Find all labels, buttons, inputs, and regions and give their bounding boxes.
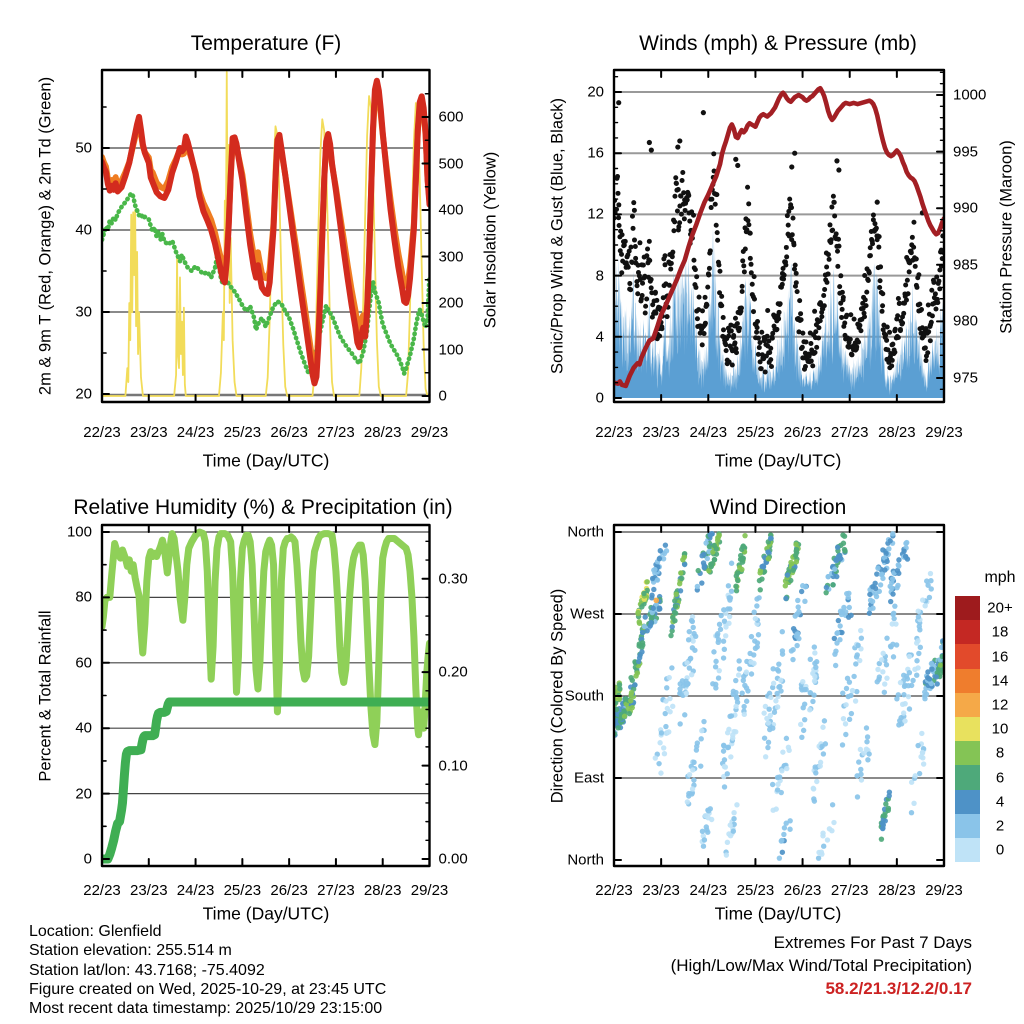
pressure-right-ylabel: Station Pressure (Maroon) <box>997 140 1016 334</box>
direction-ytick-label: North <box>567 851 604 869</box>
pressure-ytick-label: 980 <box>953 312 979 330</box>
direction-xaxis-label: Time (Day/UTC) <box>714 903 842 924</box>
colorbar-label: 18 <box>991 623 1009 641</box>
colorbar-label: 0 <box>995 841 1005 859</box>
direction-xtick-label: 22/23 <box>595 882 633 899</box>
station-latlon: Station lat/lon: 43.7168; -75.4092 <box>29 961 265 979</box>
humidity-xtick-label: 26/23 <box>270 882 308 899</box>
pressure-ytick-label: 990 <box>953 199 979 217</box>
wind-ytick-label: 12 <box>587 205 604 223</box>
humidity-xtick-label: 24/23 <box>176 882 215 899</box>
colorbar-swatch <box>955 838 980 862</box>
percent-ytick-label: 80 <box>75 588 92 606</box>
rain-ytick-label: 0.20 <box>438 663 468 681</box>
colorbar-swatch <box>955 693 980 717</box>
colorbar-label: 6 <box>995 769 1005 786</box>
pressure-ytick-label: 975 <box>953 369 979 387</box>
solar-ytick-label: 300 <box>438 248 464 265</box>
solar-right-ylabel: Solar Insolation (Yellow) <box>481 151 500 329</box>
solar-ytick-label: 500 <box>438 155 464 172</box>
direction-xtick-label: 26/23 <box>783 882 822 899</box>
temp-ytick-label: 20 <box>75 385 92 403</box>
extremes-title: Extremes For Past 7 Days <box>773 933 972 952</box>
temp-xtick-label: 27/23 <box>317 424 355 441</box>
colorbar-label: 16 <box>991 648 1009 665</box>
temp-xtick-label: 23/23 <box>130 424 168 441</box>
extremes-subtitle: (High/Low/Max Wind/Total Precipitation) <box>670 956 972 975</box>
humidity-xtick-label: 28/23 <box>363 882 402 899</box>
colorbar-label: 14 <box>991 672 1009 690</box>
temperature-chart-title: Temperature (F) <box>190 32 342 55</box>
humidity-xtick-label: 29/23 <box>410 882 449 899</box>
pressure-ytick-label: 995 <box>953 143 979 161</box>
station-elevation: Station elevation: 255.514 m <box>29 942 232 960</box>
winds-xtick-label: 22/23 <box>595 424 633 441</box>
humidity-xtick-label: 25/23 <box>223 882 262 899</box>
wind-ytick-label: 16 <box>587 144 604 162</box>
colorbar-swatch <box>955 741 980 765</box>
solar-ytick-label: 400 <box>438 201 464 219</box>
direction-xtick-label: 25/23 <box>736 882 775 899</box>
colorbar-swatch <box>955 596 980 620</box>
temp-xtick-label: 28/23 <box>363 424 402 441</box>
percent-ytick-label: 40 <box>75 719 92 737</box>
pressure-ytick-label: 985 <box>953 256 979 274</box>
solar-ytick-label: 0 <box>438 387 447 405</box>
winds-xaxis-label: Time (Day/UTC) <box>714 450 842 471</box>
direction-xtick-label: 29/23 <box>925 882 963 899</box>
temp-xtick-label: 29/23 <box>410 424 449 441</box>
colorbar-swatch <box>955 814 980 838</box>
colorbar-title: mph <box>984 569 1016 586</box>
percent-ytick-label: 20 <box>75 785 92 803</box>
pressure-ytick-label: 1000 <box>953 86 987 104</box>
solar-ytick-label: 200 <box>438 294 464 312</box>
colorbar-label: 8 <box>995 744 1005 762</box>
extremes-block <box>671 931 972 1000</box>
colorbar-swatch <box>955 765 980 789</box>
temp-xtick-label: 25/23 <box>223 424 262 441</box>
direction-ytick-label: East <box>573 769 604 787</box>
winds-xtick-label: 29/23 <box>925 424 963 441</box>
percent-ytick-label: 60 <box>75 654 92 672</box>
direction-xtick-label: 28/23 <box>878 882 916 899</box>
temperature-left-ylabel: 2m & 9m T (Red, Orange) & 2m Td (Green) <box>36 76 55 396</box>
winds-xtick-label: 28/23 <box>878 424 916 441</box>
colorbar-label: 20+ <box>987 599 1013 617</box>
station-info-block <box>29 922 386 1018</box>
direction-ytick-label: West <box>570 605 604 623</box>
colorbar-swatch <box>955 790 980 814</box>
humidity-precip-chart-title: Relative Humidity (%) & Precipitation (in) <box>73 496 453 519</box>
solar-ytick-label: 600 <box>438 108 464 126</box>
colorbar-swatch <box>955 620 980 644</box>
wind-direction-chart-title: Wind Direction <box>709 496 847 519</box>
rain-ytick-label: 0.10 <box>438 757 468 775</box>
humidity-xtick-label: 22/23 <box>83 882 121 899</box>
temp-ytick-label: 50 <box>75 139 92 157</box>
wind-ytick-label: 8 <box>595 267 604 285</box>
station-location: Location: Glenfield <box>29 923 162 940</box>
temp-xtick-label: 22/23 <box>83 424 121 441</box>
percent-ytick-label: 0 <box>83 850 92 868</box>
direction-ytick-label: South <box>564 687 604 705</box>
direction-xtick-label: 23/23 <box>642 882 680 899</box>
rain-ytick-label: 0.00 <box>438 850 468 868</box>
humidity-xtick-label: 23/23 <box>130 882 168 899</box>
direction-ytick-label: North <box>567 523 604 541</box>
wind-ytick-label: 20 <box>587 83 604 101</box>
temp-ytick-label: 40 <box>75 221 92 239</box>
winds-xtick-label: 23/23 <box>642 424 680 441</box>
colorbar-label: 2 <box>995 817 1005 835</box>
direction-xtick-label: 24/23 <box>689 882 728 899</box>
colorbar-label: 12 <box>991 696 1009 714</box>
percent-rainfall-left-ylabel: Percent & Total Rainfall <box>36 610 55 782</box>
colorbar-swatch <box>955 644 980 668</box>
figure-created: Figure created on Wed, 2025-10-29, at 23:45 UTC <box>29 980 387 998</box>
winds-xtick-label: 24/23 <box>689 424 728 441</box>
extremes-values: 58.2/21.3/12.2/0.17 <box>825 979 972 998</box>
wind-ytick-label: 0 <box>595 389 604 407</box>
solar-ytick-label: 100 <box>438 341 464 358</box>
temp-ytick-label: 30 <box>75 303 92 321</box>
winds-xtick-label: 26/23 <box>783 424 822 441</box>
humidity-xtick-label: 27/23 <box>317 882 355 899</box>
colorbar-label: 4 <box>995 793 1005 811</box>
temp-xtick-label: 26/23 <box>270 424 308 441</box>
colorbar-swatch <box>955 717 980 741</box>
direction-xtick-label: 27/23 <box>830 882 869 899</box>
colorbar-swatch <box>955 669 980 693</box>
temp-xtick-label: 24/23 <box>176 424 215 441</box>
wind-ytick-label: 4 <box>595 328 604 346</box>
winds-pressure-chart-title: Winds (mph) & Pressure (mb) <box>639 32 917 55</box>
colorbar-label: 10 <box>991 720 1009 738</box>
recent-data-timestamp: Most recent data timestamp: 2025/10/29 23:15:00 <box>29 1000 383 1018</box>
rain-ytick-label: 0.30 <box>438 570 468 588</box>
winds-xtick-label: 27/23 <box>830 424 869 441</box>
wind-gust-left-ylabel: Sonic/Prop Wind & Gust (Blue, Black) <box>548 97 567 375</box>
direction-left-ylabel: Direction (Colored By Speed) <box>548 588 567 804</box>
winds-xtick-label: 25/23 <box>736 424 775 441</box>
humidity-xaxis-label: Time (Day/UTC) <box>202 903 330 924</box>
percent-ytick-label: 100 <box>66 523 92 541</box>
temperature-xaxis-label: Time (Day/UTC) <box>202 450 330 471</box>
